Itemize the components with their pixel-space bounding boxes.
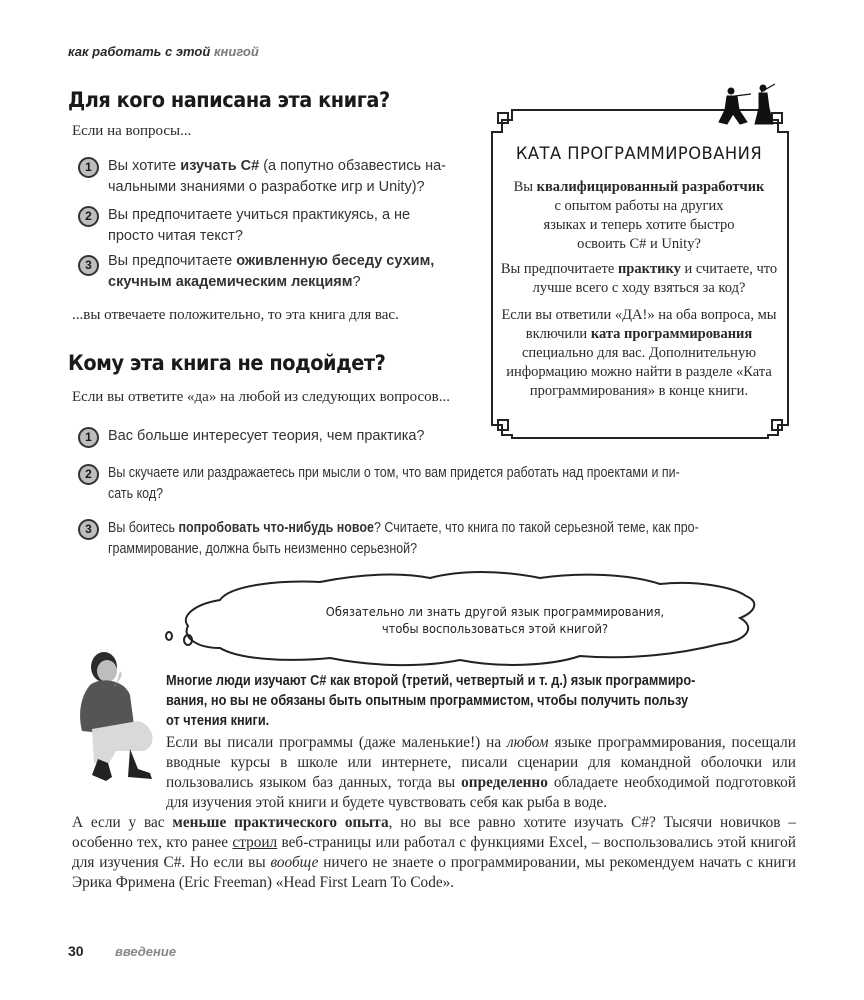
not-for-item-3-text: Вы боитесь попробовать что-нибудь новое? Считаете, что книга по такой серьезной теме, как про- граммирование, должна быть неизменно серьезной? bbox=[108, 520, 699, 557]
page-number: 30 bbox=[68, 943, 84, 959]
who-for-item-2-text: Вы предпочитаете учиться практикуясь, а не просто читая текст? bbox=[108, 207, 411, 244]
kata-box-paragraph-2: Вы предпочитаете практику и считаете, что лучше всего с ходу взяться за код? bbox=[500, 261, 778, 296]
martial-artists-icon bbox=[715, 82, 785, 132]
kata-box-paragraph-3: Если вы ответили «ДА!» на оба вопроса, мы включили ката программирования специально для вас. Дополнительную информацию можно найти в разделе «Ката программирования» в конце книги. bbox=[501, 307, 777, 399]
number-badge-2: 2 bbox=[78, 464, 99, 485]
who-for-item-2 bbox=[78, 205, 458, 247]
answer-paragraph-2: А если у вас меньше практического опыта, но вы все равно хотите изучать C#? Тысячи новичков – особенно тех, кто ранее строил веб-страницы или работал с функциями Excel, – воспользовались этой книгой для изучения C#. Но если вы вообще ничего не знаете о программировании, мы рекомендуем начать с книги Эрика Фримена (Eric Freeman) «Head First Learn To Code». bbox=[72, 814, 797, 891]
who-for-outro: ...вы отвечаете положительно, то эта книга для вас. bbox=[72, 307, 399, 323]
not-for-intro: Если вы ответите «да» на любой из следующих вопросов... bbox=[72, 389, 450, 405]
not-for-item-1 bbox=[78, 426, 478, 448]
not-for-item-2 bbox=[78, 463, 838, 505]
not-for-item-3 bbox=[78, 518, 838, 560]
not-for-item-1-text: Вас больше интересует теория, чем практика? bbox=[108, 428, 425, 444]
number-badge-3: 3 bbox=[78, 519, 99, 540]
answer-lead: Многие люди изучают C# как второй (третий, четвертый и т. д.) язык программиро- вания, но вы не обязаны быть опытным программистом, чтобы получить пользу от чтения книги. bbox=[166, 673, 696, 729]
who-for-item-3 bbox=[78, 251, 468, 293]
folio-label: введение bbox=[115, 944, 177, 959]
running-head bbox=[68, 44, 259, 59]
heading-who-for: Для кого написана эта книга? bbox=[68, 88, 390, 112]
who-for-intro: Если на вопросы... bbox=[72, 123, 192, 139]
running-head-prefix: как работать с этой bbox=[68, 44, 211, 59]
heading-not-for: Кому эта книга не подойдет? bbox=[68, 351, 386, 375]
number-badge-1: 1 bbox=[78, 157, 99, 178]
number-badge-3: 3 bbox=[78, 255, 99, 276]
person-thinking-illustration bbox=[72, 645, 162, 785]
answer-paragraph-1: Если вы писали программы (даже маленькие!) на любом языке программирования, посещали вводные курсы в школе или интернете, писали сценарии для командной оболочки или пользовались языком баз данных, тогда вы определенно обладаете необходимой подготовкой для изучения этой книги и будете чувствовать себя как рыба в воде. bbox=[166, 734, 796, 811]
who-for-item-1 bbox=[78, 156, 458, 198]
kata-box-paragraph-1: Вы квалифицированный разработчик с опытом работы на других языках и теперь хотите быстро освоить C# и Unity? bbox=[513, 179, 765, 252]
kata-box-title: КАТА ПРОГРАММИРОВАНИЯ bbox=[515, 144, 763, 164]
running-head-accent: книгой bbox=[213, 44, 259, 59]
who-for-item-3-text: Вы предпочитаете оживленную беседу сухим, скучным академическим лекциям? bbox=[108, 253, 435, 290]
who-for-item-1-text: Вы хотите изучать C# (а попутно обзавестись на- чальными знаниями о разработке игр и Unity)? bbox=[108, 158, 446, 195]
number-badge-1: 1 bbox=[78, 427, 99, 448]
thought-cloud-text: Обязательно ли знать другой язык программирования, чтобы воспользоваться этой книгой? bbox=[325, 604, 665, 636]
number-badge-2: 2 bbox=[78, 206, 99, 227]
not-for-item-2-text: Вы скучаете или раздражаетесь при мысли о том, что вам придется работать над проектами и пи- сать код? bbox=[108, 465, 680, 502]
